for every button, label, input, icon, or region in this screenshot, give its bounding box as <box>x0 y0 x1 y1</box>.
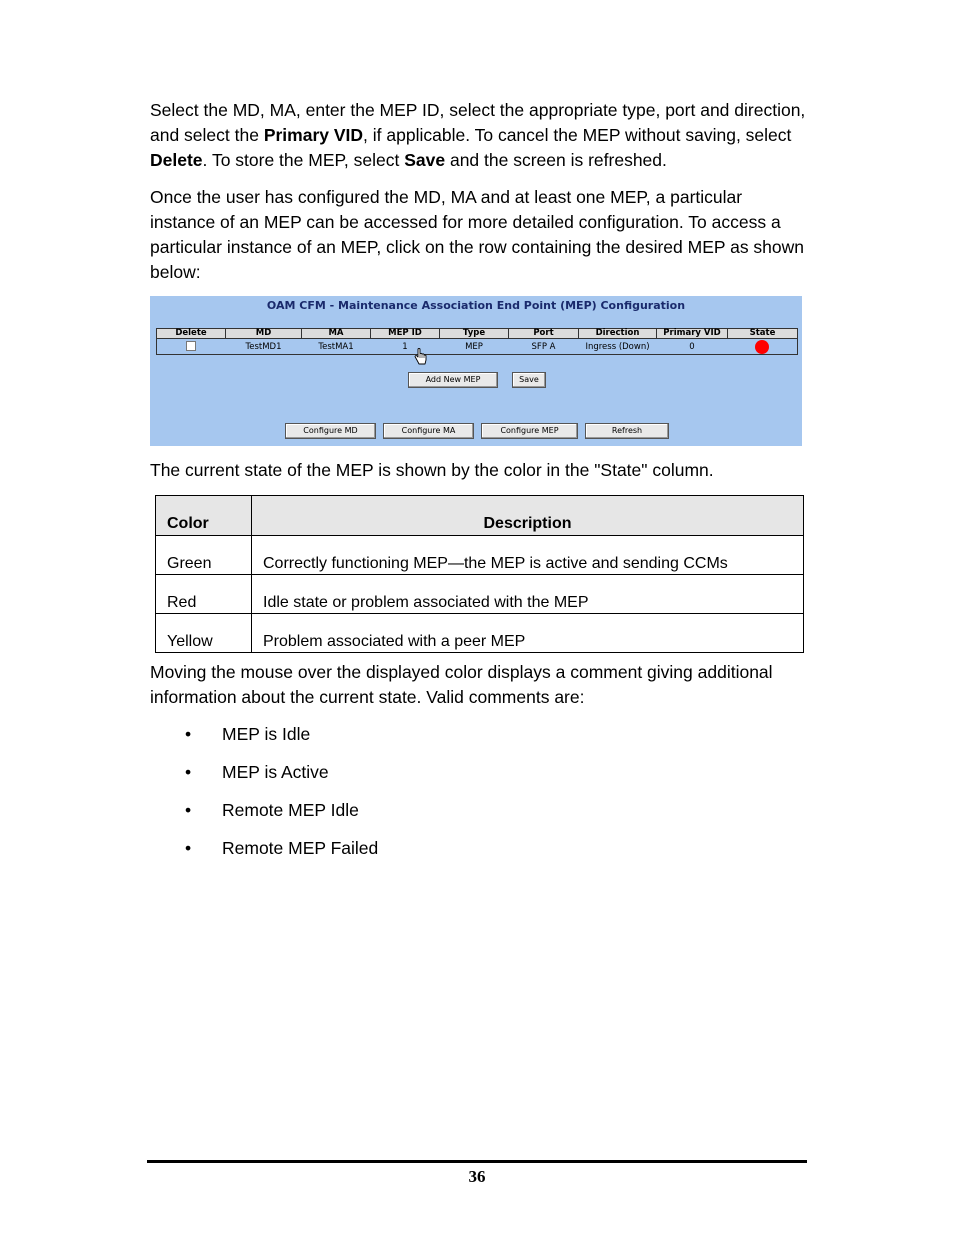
table-row <box>156 575 804 614</box>
mep-configuration-screenshot <box>150 296 802 446</box>
add-new-mep-button[interactable]: Add New MEP <box>408 372 498 388</box>
screenshot-title: OAM CFM - Maintenance Association End Point (MEP) Configuration <box>266 299 686 312</box>
direction-cell: Ingress (Down) <box>579 339 657 355</box>
save-button[interactable]: Save <box>512 372 546 388</box>
mep-table-header-row <box>157 329 798 339</box>
refresh-button[interactable]: Refresh <box>585 423 669 439</box>
description-cell: Correctly functioning MEP—the MEP is active and sending CCMs <box>252 536 804 575</box>
header-description: Description <box>252 496 804 536</box>
description-cell: Idle state or problem associated with the MEP <box>252 575 804 614</box>
list-item-text: MEP is Idle <box>222 724 311 744</box>
color-cell: Yellow <box>156 614 252 653</box>
color-cell: Green <box>156 536 252 575</box>
list-item-text: Remote MEP Failed <box>222 838 379 858</box>
configure-md-button[interactable]: Configure MD <box>285 423 376 439</box>
header-mep-id: MEP ID <box>371 329 440 339</box>
bullet-icon: • <box>185 724 192 744</box>
list-item <box>185 760 378 798</box>
configure-ma-button[interactable]: Configure MA <box>383 423 474 439</box>
ma-cell: TestMA1 <box>302 339 371 355</box>
header-state: State <box>728 329 798 339</box>
delete-checkbox[interactable] <box>186 341 196 351</box>
header-color: Color <box>156 496 252 536</box>
header-md: MD <box>226 329 302 339</box>
color-cell: Red <box>156 575 252 614</box>
state-indicator[interactable] <box>755 340 769 354</box>
delete-cell <box>157 339 226 355</box>
list-item-text: Remote MEP Idle <box>222 800 359 820</box>
header-direction: Direction <box>579 329 657 339</box>
text-run: Select the MD, MA, enter the MEP ID, select the appropriate type, port and direction, and select the <box>150 100 806 145</box>
state-column-paragraph: The current state of the MEP is shown by the color in the "State" column. <box>150 460 714 480</box>
list-item <box>185 798 378 836</box>
instructions-paragraph <box>150 98 810 173</box>
type-cell: MEP <box>440 339 509 355</box>
state-color-table <box>155 495 804 653</box>
footer-divider <box>147 1160 807 1163</box>
bullet-icon: • <box>185 762 192 782</box>
primary-vid-cell: 0 <box>657 339 728 355</box>
text-run: . To store the MEP, select <box>202 150 405 170</box>
hand-pointer-icon <box>414 348 427 365</box>
state-cell <box>728 339 798 355</box>
page-number: 36 <box>468 1167 486 1186</box>
mouseover-paragraph: Moving the mouse over the displayed color displays a comment giving additional information about the current state. Valid comments are: <box>150 662 773 707</box>
color-table-header-row <box>156 496 804 536</box>
bullet-icon: • <box>185 800 192 820</box>
text-run: , if applicable. To cancel the MEP without saving, select <box>363 125 792 145</box>
text-run: and the screen is refreshed. <box>445 150 667 170</box>
save-term: Save <box>404 150 446 170</box>
header-type: Type <box>440 329 509 339</box>
mep-table-row[interactable] <box>157 339 798 355</box>
delete-term: Delete <box>150 150 203 170</box>
mep-id-cell: 1 <box>371 339 440 355</box>
header-port: Port <box>509 329 579 339</box>
table-row <box>156 536 804 575</box>
access-mep-paragraph: Once the user has configured the MD, MA and at least one MEP, a particular instance of an MEP can be accessed for more detailed configuration. To access a particular instance of an MEP, click on the row containing the desired MEP as shown below: <box>150 187 805 282</box>
list-item-text: MEP is Active <box>222 762 329 782</box>
header-delete: Delete <box>157 329 226 339</box>
table-row <box>156 614 804 653</box>
bullet-icon: • <box>185 838 192 858</box>
list-item <box>185 722 378 760</box>
configure-mep-button[interactable]: Configure MEP <box>481 423 578 439</box>
mep-table <box>156 328 798 355</box>
header-ma: MA <box>302 329 371 339</box>
description-cell: Problem associated with a peer MEP <box>252 614 804 653</box>
list-item <box>185 836 378 874</box>
primary-vid-term: Primary VID <box>263 125 364 145</box>
valid-comments-list <box>185 722 378 874</box>
port-cell: SFP A <box>509 339 579 355</box>
header-primary-vid: Primary VID <box>657 329 728 339</box>
md-cell: TestMD1 <box>226 339 302 355</box>
